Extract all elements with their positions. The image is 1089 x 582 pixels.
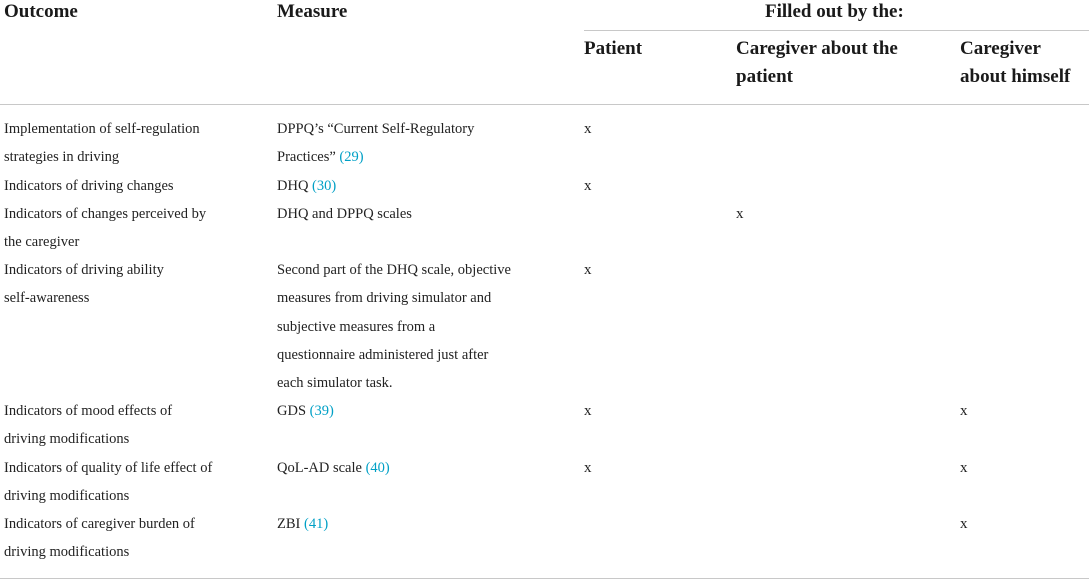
table-row-outcome: Indicators of driving ability self-awareness: [4, 262, 164, 307]
table-row-outcome: Indicators of mood effects of driving modifications: [4, 403, 173, 448]
table-row-outcome: Implementation of self-regulation strategies in driving: [4, 121, 200, 166]
table-row-measure: DHQ and DPPQ scales: [277, 206, 412, 222]
mark-caregiver-himself: x: [960, 403, 968, 419]
table-row-outcome: Indicators of changes perceived by the caregiver: [4, 206, 207, 251]
table-row-measure: QoL-AD scale (40): [277, 460, 390, 476]
table-bottom-rule: [0, 578, 1089, 579]
table-row-outcome: Indicators of driving changes: [4, 178, 174, 194]
mark-patient: x: [584, 460, 592, 476]
citation-link[interactable]: (29): [339, 149, 364, 166]
mark-caregiver-himself: x: [960, 460, 968, 476]
header-caregiver-himself-line1: Caregiver: [960, 38, 1041, 59]
table-row-measure: Second part of the DHQ scale, objective measures from driving simulator and subjective measures from a questionnaire administered just after each simulator task.: [277, 262, 511, 392]
mark-patient: x: [584, 178, 592, 194]
header-caregiver-patient-line2: patient: [736, 66, 793, 87]
table-row-measure: ZBI (41): [277, 516, 329, 532]
header-filled-out-by: Filled out by the:: [765, 1, 904, 22]
citation-link[interactable]: (30): [312, 178, 337, 194]
header-caregiver-patient-line1: Caregiver about the: [736, 38, 898, 59]
mark-caregiver-himself: x: [960, 516, 968, 532]
table-row-measure: GDS (39): [277, 403, 334, 419]
table-row-measure: DPPQ’s “Current Self-Regulatory Practices” (29): [277, 121, 475, 166]
citation-link[interactable]: (39): [309, 403, 334, 419]
table-row-measure: DHQ (30): [277, 178, 337, 194]
mark-patient: x: [584, 262, 592, 278]
citation-link[interactable]: (41): [303, 516, 329, 532]
mark-caregiver-patient: x: [736, 206, 744, 222]
header-caregiver-himself-line2: about himself: [960, 66, 1071, 87]
mark-patient: x: [584, 121, 592, 137]
mark-patient: x: [584, 403, 592, 419]
citation-link[interactable]: (40): [365, 460, 390, 476]
header-bottom-rule: [0, 104, 1089, 105]
header-patient: Patient: [584, 38, 643, 59]
table-row-outcome: Indicators of quality of life effect of driving modifications: [4, 460, 213, 505]
table-row-outcome: Indicators of caregiver burden of driving modifications: [4, 516, 195, 561]
header-measure: Measure: [277, 1, 348, 22]
header-group-rule: [584, 30, 1089, 31]
header-outcome: Outcome: [4, 1, 78, 22]
